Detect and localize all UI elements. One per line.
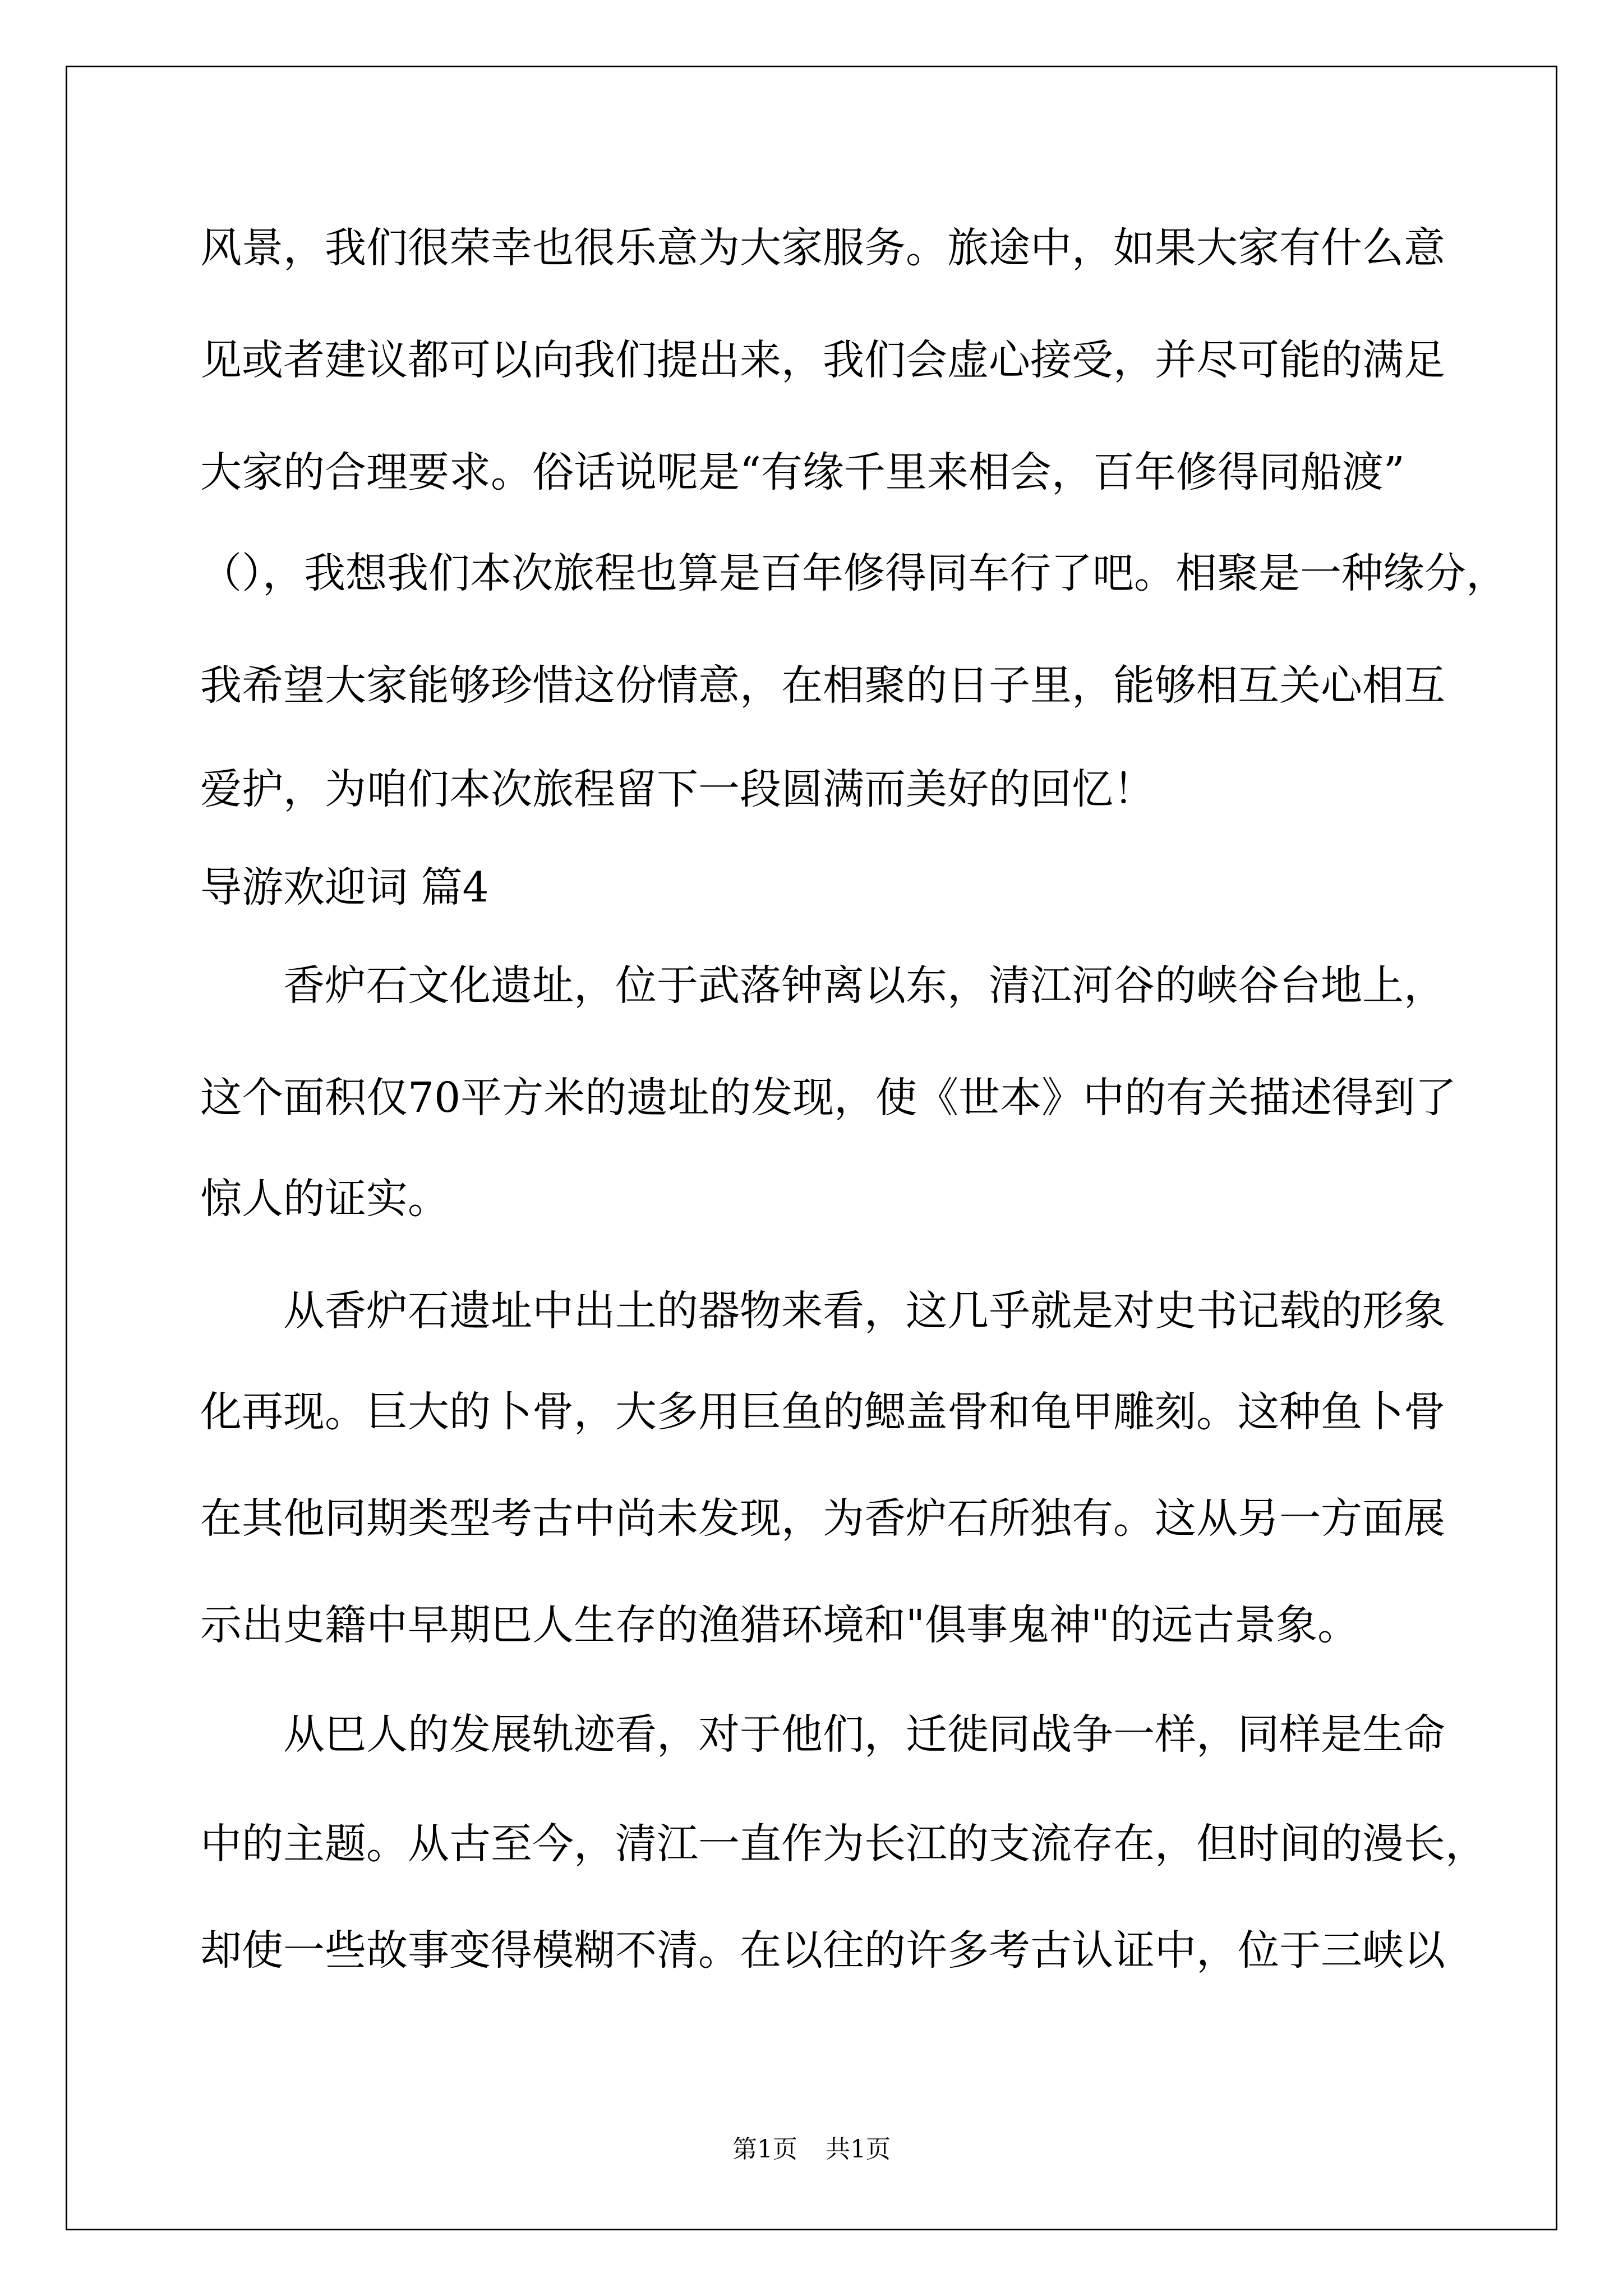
text-line: 化再现。巨大的卜骨，大多用巨鱼的鳃盖骨和龟甲雕刻。这种鱼卜骨 [200, 1388, 1445, 1436]
page-footer [0, 2137, 1623, 2162]
text-line: 中的主题。从古至今，清江一直作为长江的支流存在，但时间的漫长， [200, 1820, 1487, 1868]
section-heading: 导游欢迎词 篇4 [200, 863, 489, 912]
text-line: 从巴人的发展轨迹看，对于他们，迁徙同战争一样，同样是生命 [283, 1710, 1445, 1759]
text-line: 惊人的证实。 [200, 1175, 449, 1223]
text-line: 大家的合理要求。俗话说呢是“有缘千里来相会，百年修得同船渡” [200, 448, 1405, 496]
page-total: 共1页 [826, 2135, 891, 2164]
text-line: 从香炉石遗址中出土的器物来看，这几乎就是对史书记载的形象 [283, 1287, 1445, 1335]
text-line: 爱护，为咱们本次旅程留下一段圆满而美好的回忆！ [200, 765, 1155, 813]
page-border [66, 66, 1557, 2230]
page-number: 第1页 [732, 2135, 797, 2164]
text-line: 我希望大家能够珍惜这份情意，在相聚的日子里，能够相互关心相互 [200, 661, 1445, 710]
text-line: 示出史籍中早期巴人生存的渔猎环境和"俱事鬼神"的远古景象。 [200, 1601, 1359, 1649]
text-line: 风景，我们很荣幸也很乐意为大家服务。旅途中，如果大家有什么意 [200, 224, 1445, 272]
text-line: 在其他同期类型考古中尚未发现，为香炉石所独有。这从另一方面展 [200, 1494, 1445, 1543]
text-line: 香炉石文化遗址，位于武落钟离以东，清江河谷的峡谷台地上， [283, 961, 1445, 1010]
text-line: 见或者建议都可以向我们提出来，我们会虚心接受，并尽可能的满足 [200, 336, 1445, 384]
text-line: 却使一些故事变得模糊不清。在以往的许多考古认证中，位于三峡以 [200, 1926, 1445, 1975]
text-line: （），我想我们本次旅程也算是百年修得同车行了吧。相聚是一种缘分， [200, 549, 1507, 597]
text-line: 这个面积仅70平方米的遗址的发现，使《世本》中的有关描述得到了 [200, 1074, 1457, 1122]
